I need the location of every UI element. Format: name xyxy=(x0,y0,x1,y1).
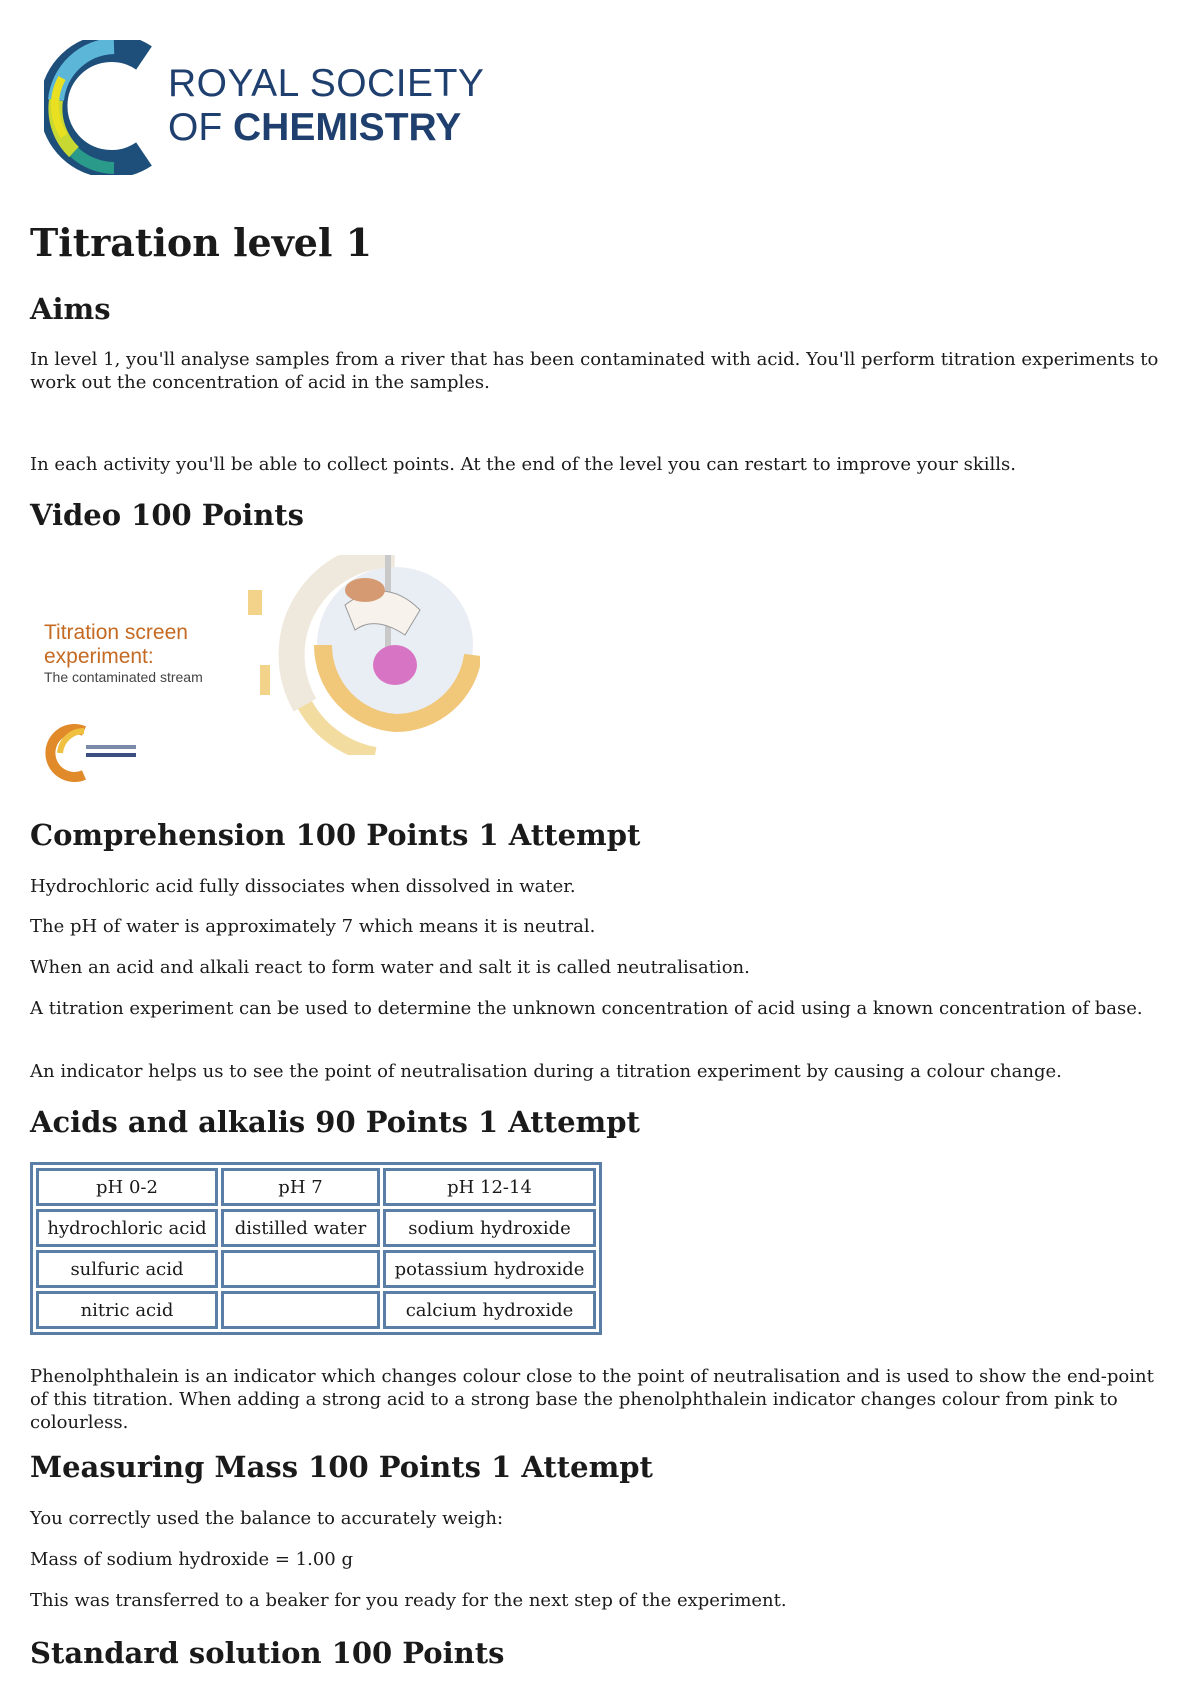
comprehension-item: When an acid and alkali react to form water and salt it is called neutralisation. xyxy=(30,957,750,978)
mass-paragraph-3: This was transferred to a beaker for you ready for the next step of the experiment. xyxy=(30,1590,787,1611)
video-thumbnail[interactable] xyxy=(30,555,450,787)
table-cell: pH 12-14 xyxy=(383,1168,596,1206)
comprehension-item: A titration experiment can be used to determine the unknown concentration of acid using a known concentration of base. xyxy=(30,998,1143,1019)
logo-chemistry: CHEMISTRY xyxy=(233,106,462,149)
table-row xyxy=(36,1291,596,1329)
table-row xyxy=(36,1250,596,1288)
measuring-mass-heading: Measuring Mass 100 Points 1 Attempt xyxy=(30,1450,653,1484)
table-row xyxy=(36,1168,596,1206)
table-cell xyxy=(221,1291,380,1329)
table-row xyxy=(36,1209,596,1247)
comprehension-item: An indicator helps us to see the point of neutralisation during a titration experiment by causing a colour change. xyxy=(30,1061,1062,1082)
video-thumb-subtitle: The contaminated stream xyxy=(44,669,203,685)
aims-heading: Aims xyxy=(30,292,111,326)
aims-paragraph-2: In each activity you'll be able to collect points. At the end of the level you can restart to improve your skills. xyxy=(30,454,1017,475)
table-cell: pH 0-2 xyxy=(36,1168,218,1206)
video-thumb-title: Titration screen experiment: xyxy=(44,621,188,668)
table-cell: distilled water xyxy=(221,1209,380,1247)
table-cell: sodium hydroxide xyxy=(383,1209,596,1247)
ph-sort-table xyxy=(30,1162,602,1335)
logo-line1: ROYAL SOCIETY xyxy=(168,62,485,105)
table-cell: potassium hydroxide xyxy=(383,1250,596,1288)
rsc-small-logo-icon xyxy=(44,723,144,783)
table-cell: pH 7 xyxy=(221,1168,380,1206)
logo-line2 xyxy=(168,106,461,150)
logo-of: OF xyxy=(168,106,223,149)
comprehension-item: Hydrochloric acid fully dissociates when dissolved in water. xyxy=(30,876,576,897)
rsc-logo xyxy=(44,40,514,175)
table-cell xyxy=(221,1250,380,1288)
table-cell: hydrochloric acid xyxy=(36,1209,218,1247)
rsc-c-mark-icon xyxy=(44,40,164,175)
table-cell: calcium hydroxide xyxy=(383,1291,596,1329)
video-heading: Video 100 Points xyxy=(30,498,304,532)
table-cell: sulfuric acid xyxy=(36,1250,218,1288)
mass-paragraph-1: You correctly used the balance to accurately weigh: xyxy=(30,1508,504,1529)
standard-solution-heading: Standard solution 100 Points xyxy=(30,1636,505,1670)
table-cell: nitric acid xyxy=(36,1291,218,1329)
comprehension-item: The pH of water is approximately 7 which means it is neutral. xyxy=(30,916,596,937)
comprehension-heading: Comprehension 100 Points 1 Attempt xyxy=(30,818,641,852)
titration-illustration-icon xyxy=(245,555,480,755)
phenolphthalein-note: Phenolphthalein is an indicator which changes colour close to the point of neutralisation and is used to show the end-point of this titration. When adding a strong acid to a strong base the phenolphthalein indicator changes colour from pink to colourless. xyxy=(30,1366,1154,1433)
acids-alkalis-heading: Acids and alkalis 90 Points 1 Attempt xyxy=(30,1105,640,1139)
page-title: Titration level 1 xyxy=(30,220,373,265)
mass-paragraph-2: Mass of sodium hydroxide = 1.00 g xyxy=(30,1549,353,1570)
aims-paragraph-1: In level 1, you'll analyse samples from a river that has been contaminated with acid. You'll perform titration experiments to work out the concentration of acid in the samples. xyxy=(30,349,1159,393)
